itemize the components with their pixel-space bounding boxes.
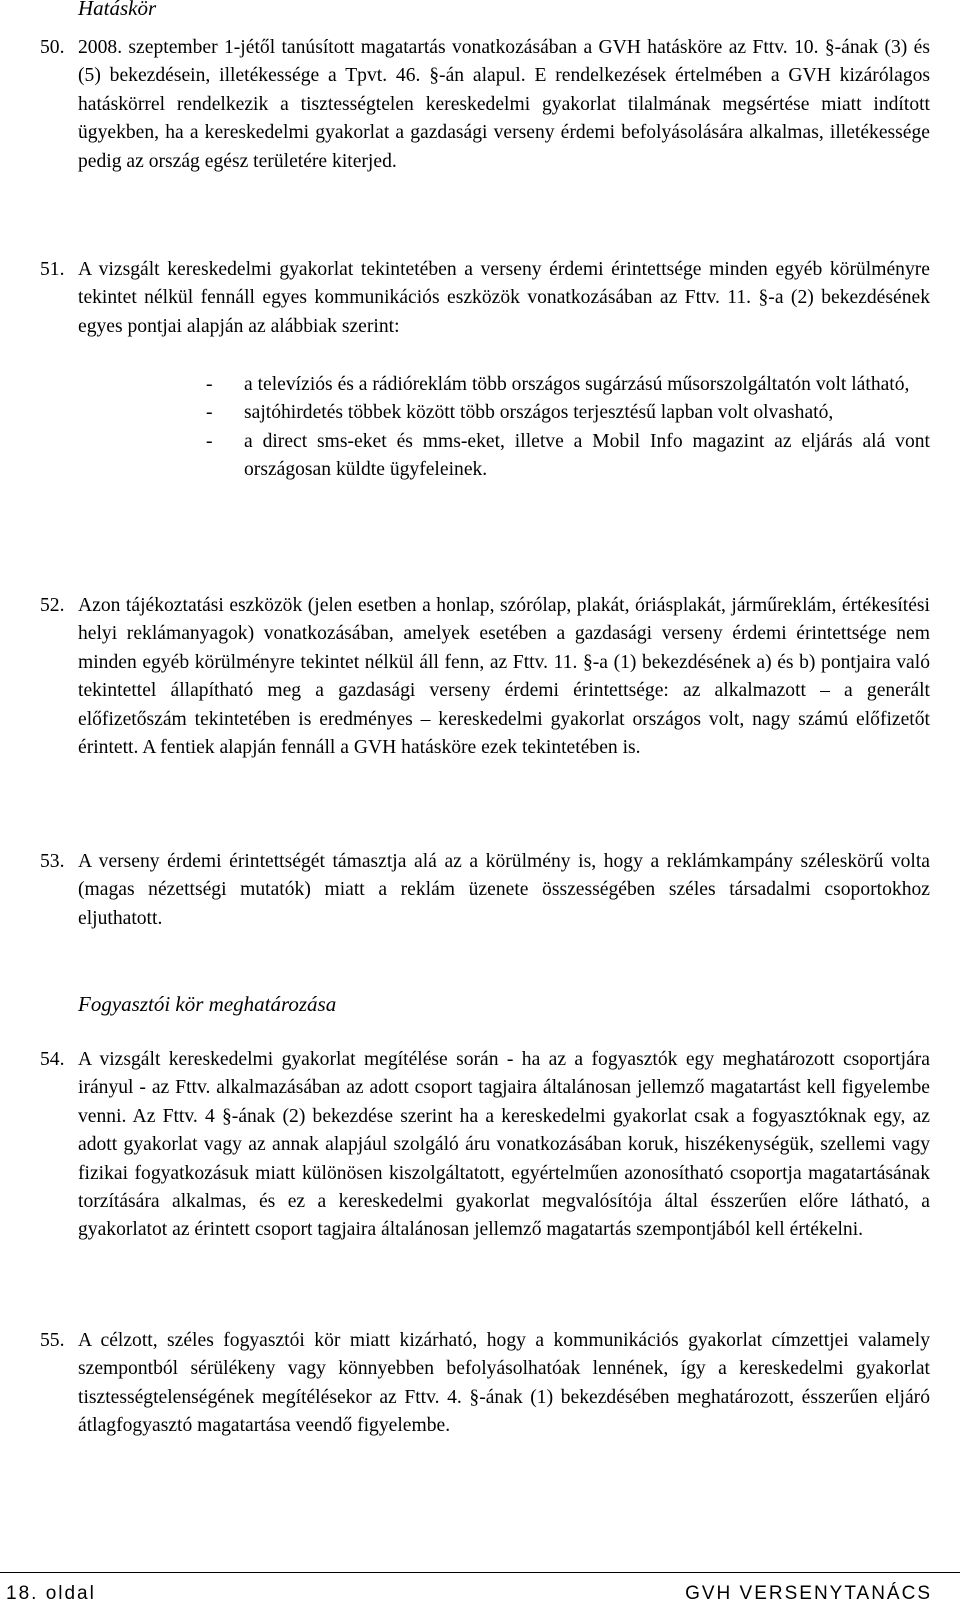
paragraph-number: 55. [40, 1330, 65, 1351]
paragraph-50 [40, 34, 930, 176]
paragraph-number: 51. [40, 259, 65, 280]
paragraph-55 [40, 1327, 930, 1441]
paragraph-text: A vizsgált kereskedelmi gyakorlat tekintetében a verseny érdemi érintettsége minden egyéb körülményre tekintet nélkül fennáll egyes kommunikációs eszközök vonatkozásában az Fttv. 11. §-a (2) bekezdésének egyes pontjai alapján az alábbiak szerint: [78, 259, 930, 337]
paragraph-text: 2008. szeptember 1-jétől tanúsított magatartás vonatkozásában a GVH hatásköre az Fttv. 10. §-ának (3) és (5) bekezdésein, illetékessége a Tpvt. 46. §-án alapul. E rendelkezések értelmében a GVH kizárólagos hatáskörrel rendelkezik a tisztességtelen kereskedelmi gyakorlat tilalmának megsértése miatt indított ügyekben, ha a kereskedelmi gyakorlat a gazdasági verseny érdemi befolyásolására alkalmas, illetékessége pedig az ország egész területére kiterjed. [78, 37, 930, 172]
paragraph-number: 54. [40, 1049, 65, 1070]
bullet-text: a direct sms-eket és mms-eket, illetve a Mobil Info magazint az eljárás alá vont országosan küldte ügyfeleinek. [244, 430, 930, 481]
footer-divider [0, 1572, 960, 1573]
paragraph-number: 50. [40, 37, 65, 58]
section-heading-hataskor: Hatáskör [78, 0, 157, 20]
paragraph-text: A vizsgált kereskedelmi gyakorlat megítélése során - ha az a fogyasztók egy meghatározott csoportjára irányul - az Fttv. alkalmazásában az adott csoport tagjaira általánosan jellemző magatartást kell figyelembe venni. Az Fttv. 4 §-ának (2) bekezdése szerint ha a kereskedelmi gyakorlat csak a fogyasztóknak egy, az adott gyakorlat vagy az annak alapjául szolgáló áru vonatkozásában koruk, hiszékenységük, szellemi vagy fizikai fogyatkozásuk miatt különösen kiszolgáltatott, egyértelműen azonosítható csoportja magatartásának torzítására alkalmas, és ez a kereskedelmi gyakorlat megvalósítója által ésszerűen előre látható, a gyakorlatot az érintett csoport tagjaira általánosan jellemző magatartás szempontjából kell értékelni. [78, 1049, 930, 1241]
paragraph-number: 53. [40, 851, 65, 872]
list-item [206, 371, 930, 399]
list-item [206, 428, 930, 485]
bullet-text: a televíziós és a rádióreklám több országos sugárzású műsorszolgáltatón volt látható, [244, 374, 910, 395]
paragraph-54 [40, 1046, 930, 1245]
list-item [206, 399, 930, 427]
paragraph-text: A verseny érdemi érintettségét támasztja alá az a körülmény is, hogy a reklámkampány széleskörű volta (magas nézettségi mutatók) miatt a reklám üzenete összességében széles társadalmi csoportokhoz eljuthatott. [78, 851, 930, 929]
bullet-list [40, 371, 930, 485]
bullet-text: sajtóhirdetés többek között több országos terjesztésű lapban volt olvasható, [244, 402, 834, 424]
paragraph-51 [40, 256, 930, 341]
paragraph-number: 52. [40, 595, 65, 616]
footer-organization: GVH VERSENYTANÁCS [685, 1583, 932, 1604]
bullet-dash: - [206, 374, 213, 395]
bullet-dash: - [206, 402, 213, 424]
page-number: 18. oldal [6, 1583, 96, 1604]
paragraph-text: Azon tájékoztatási eszközök (jelen esetben a honlap, szórólap, plakát, óriásplakát, járműreklám, értékesítési helyi reklámanyagok) vonatkozásában, amelyek esetében a gazdasági verseny érdemi érintettsége nem minden egyéb körülményre tekintet nélkül áll fenn, az Fttv. 11. §-a (1) bekezdésének a) és b) pontjaira való tekintettel állapítható meg a gazdasági verseny érdemi érintettsége: az alkalmazott – a generált előfizetőszám tekintetében is eredményes – kereskedelmi gyakorlat országos volt, nagy számú előfizetőt érintett. A fentiek alapján fennáll a GVH hatásköre ezek tekintetében is. [78, 595, 930, 759]
section-heading-fogyasztoi-kor: Fogyasztói kör meghatározása [78, 992, 337, 1016]
paragraph-52 [40, 592, 930, 762]
paragraph-text: A célzott, széles fogyasztói kör miatt kizárható, hogy a kommunikációs gyakorlat címzettjei valamely szempontból sérülékeny vagy könnyebben befolyásolhatóak lennének, így a kereskedelmi gyakorlat tisztességtelenségének megítélésekor az Fttv. 4. §-ának (1) bekezdésében meghatározott, ésszerűen eljáró átlagfogyasztó magatartása veendő figyelembe. [78, 1330, 930, 1437]
paragraph-53 [40, 848, 930, 933]
bullet-dash: - [206, 430, 213, 452]
